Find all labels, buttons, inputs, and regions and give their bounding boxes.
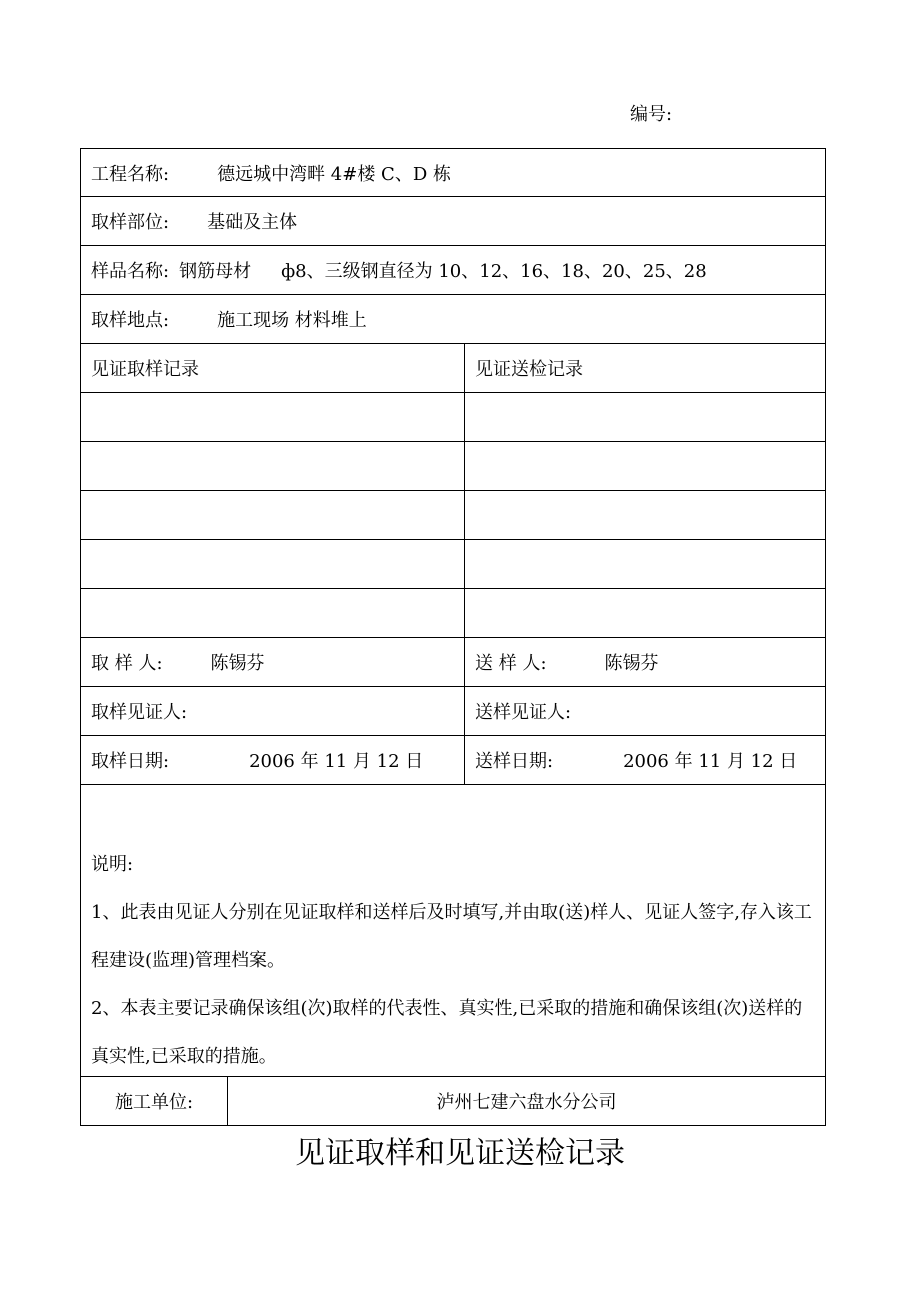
delivery-witness-label: 送样见证人: bbox=[475, 702, 572, 723]
project-label: 工程名称: bbox=[91, 163, 170, 185]
project-value[interactable]: 德远城中湾畔 4#楼 C、D 栋 bbox=[217, 163, 451, 185]
blank-record-row bbox=[80, 442, 826, 491]
notes-section bbox=[80, 785, 826, 1077]
delivery-record-cell[interactable] bbox=[464, 442, 825, 490]
sampler-label: 取 样 人: bbox=[91, 653, 163, 674]
project-row bbox=[80, 148, 826, 197]
record-header-row bbox=[80, 344, 826, 393]
blank-record-row bbox=[80, 589, 826, 638]
sampling-date-value[interactable]: 2006 年 11 月 12 日 bbox=[249, 751, 424, 772]
sampling-record-cell[interactable] bbox=[81, 589, 464, 637]
sample-name-value[interactable]: 钢筋母材 bbox=[179, 261, 252, 282]
delivery-record-cell[interactable] bbox=[464, 540, 825, 588]
delivery-date-value[interactable]: 2006 年 11 月 12 日 bbox=[623, 751, 798, 772]
notes-heading: 说明: bbox=[91, 854, 134, 875]
sample-name-row bbox=[80, 246, 826, 295]
sample-name-label: 样品名称: bbox=[91, 261, 170, 282]
sampler-row bbox=[80, 638, 826, 687]
notes-item-1: 1、此表由见证人分别在见证取样和送样后及时填写,并由取(送)样人、见证人签字,存入该工程建设(监理)管理档案。 bbox=[91, 902, 812, 971]
blank-record-row bbox=[80, 393, 826, 442]
witness-sampling-form bbox=[80, 148, 826, 1126]
date-row bbox=[80, 736, 826, 785]
delivery-date-label: 送样日期: bbox=[475, 751, 554, 772]
sampling-location-row bbox=[80, 295, 826, 344]
blank-record-row bbox=[80, 540, 826, 589]
sampling-witness-label: 取样见证人: bbox=[91, 702, 188, 723]
delivery-record-cell[interactable] bbox=[464, 589, 825, 637]
deliverer-label: 送 样 人: bbox=[475, 653, 547, 674]
sampling-record-header: 见证取样记录 bbox=[91, 359, 199, 380]
delivery-record-cell[interactable] bbox=[464, 393, 825, 441]
delivery-record-cell[interactable] bbox=[464, 491, 825, 539]
sampling-location-label: 取样地点: bbox=[91, 310, 170, 331]
sampling-record-cell[interactable] bbox=[81, 491, 464, 539]
sampling-location-value[interactable]: 施工现场 材料堆上 bbox=[217, 310, 367, 331]
sampling-part-row bbox=[80, 197, 826, 246]
delivery-record-header: 见证送检记录 bbox=[464, 344, 825, 392]
sampling-record-cell[interactable] bbox=[81, 540, 464, 588]
blank-record-row bbox=[80, 491, 826, 540]
page-title: 见证取样和见证送检记录 bbox=[295, 1136, 625, 1171]
serial-number-label: 编号: bbox=[630, 104, 673, 125]
sampling-part-label: 取样部位: bbox=[91, 212, 170, 233]
notes-item-2: 2、本表主要记录确保该组(次)取样的代表性、真实性,已采取的措施和确保该组(次)送样的真实性,已采取的措施。 bbox=[91, 998, 803, 1067]
sampling-record-cell[interactable] bbox=[81, 393, 464, 441]
sample-spec-value[interactable]: ф8、三级钢直径为 10、12、16、18、20、25、28 bbox=[281, 261, 707, 282]
witness-row bbox=[80, 687, 826, 736]
construction-unit-value[interactable]: 泸州七建六盘水分公司 bbox=[227, 1077, 825, 1125]
construction-unit-row bbox=[80, 1077, 826, 1126]
deliverer-value[interactable]: 陈锡芬 bbox=[604, 653, 659, 674]
construction-unit-label: 施工单位: bbox=[114, 1092, 194, 1113]
sampling-part-value[interactable]: 基础及主体 bbox=[207, 212, 298, 233]
sampling-record-cell[interactable] bbox=[81, 442, 464, 490]
sampling-date-label: 取样日期: bbox=[91, 751, 170, 772]
sampler-value[interactable]: 陈锡芬 bbox=[210, 653, 265, 674]
